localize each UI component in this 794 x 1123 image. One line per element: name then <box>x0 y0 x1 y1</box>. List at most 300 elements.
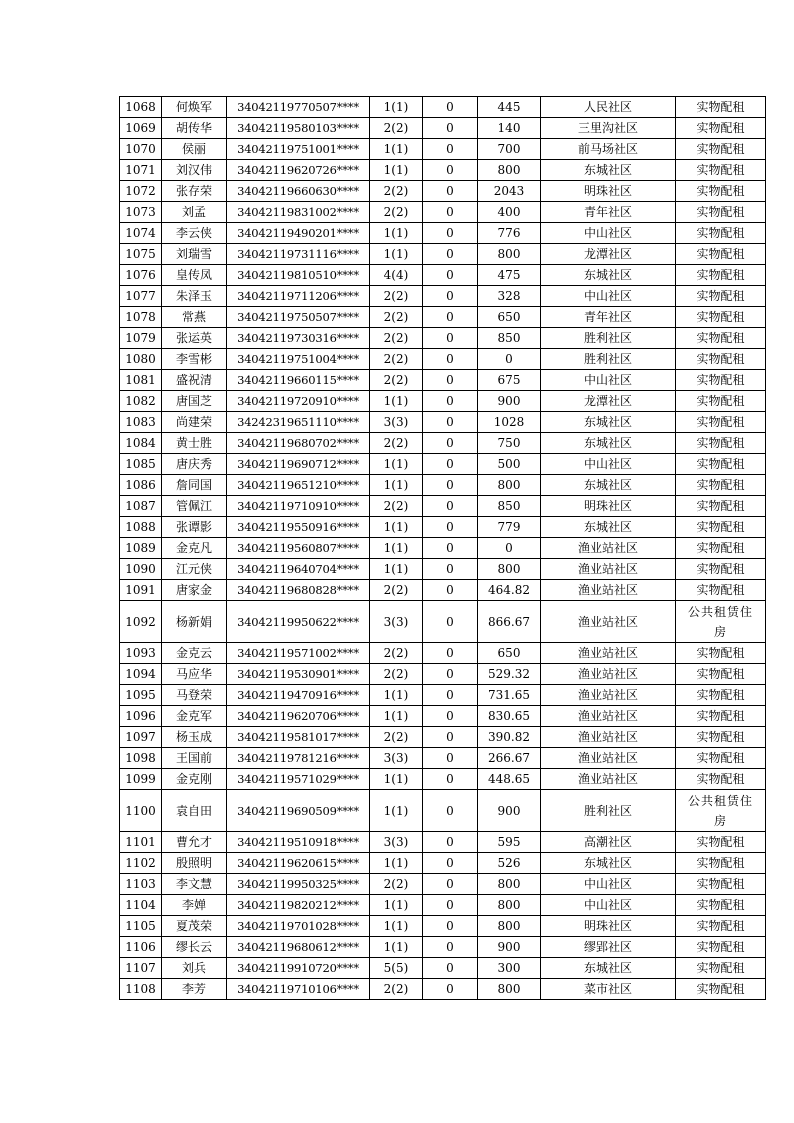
row-number: 1076 <box>120 265 162 286</box>
table-row <box>120 97 766 118</box>
value-cell: 0 <box>423 643 478 664</box>
table-row <box>120 685 766 706</box>
id-number: 34042119470916**** <box>227 685 370 706</box>
household-members: 2(2) <box>370 433 423 454</box>
id-number: 34042119581017**** <box>227 727 370 748</box>
community-name: 明珠社区 <box>541 496 676 517</box>
table-row <box>120 412 766 433</box>
table-row <box>120 538 766 559</box>
id-number: 34042119620615**** <box>227 853 370 874</box>
amount-cell: 328 <box>478 286 541 307</box>
allocation-type: 实物配租 <box>676 454 766 475</box>
id-number: 34042119710910**** <box>227 496 370 517</box>
amount-cell: 800 <box>478 244 541 265</box>
id-number: 34042119571002**** <box>227 643 370 664</box>
community-name: 中山社区 <box>541 286 676 307</box>
id-number: 34042119580103**** <box>227 118 370 139</box>
table-row <box>120 202 766 223</box>
table-row <box>120 832 766 853</box>
row-number: 1090 <box>120 559 162 580</box>
amount-cell: 526 <box>478 853 541 874</box>
amount-cell: 776 <box>478 223 541 244</box>
community-name: 渔业站社区 <box>541 748 676 769</box>
table-row <box>120 601 766 643</box>
id-number: 34042119680612**** <box>227 937 370 958</box>
table-row <box>120 349 766 370</box>
housing-allocation-table <box>119 96 766 1000</box>
table-row <box>120 874 766 895</box>
amount-cell: 900 <box>478 391 541 412</box>
household-members: 1(1) <box>370 475 423 496</box>
id-number: 34042119751001**** <box>227 139 370 160</box>
allocation-type: 实物配租 <box>676 181 766 202</box>
table-row <box>120 433 766 454</box>
allocation-type: 实物配租 <box>676 349 766 370</box>
row-number: 1078 <box>120 307 162 328</box>
id-number: 34042119810510**** <box>227 265 370 286</box>
amount-cell: 390.82 <box>478 727 541 748</box>
table-row <box>120 454 766 475</box>
applicant-name: 李云侠 <box>162 223 227 244</box>
value-cell: 0 <box>423 328 478 349</box>
community-name: 青年社区 <box>541 202 676 223</box>
applicant-name: 江元侠 <box>162 559 227 580</box>
community-name: 龙潭社区 <box>541 391 676 412</box>
allocation-type: 实物配租 <box>676 160 766 181</box>
value-cell: 0 <box>423 916 478 937</box>
row-number: 1091 <box>120 580 162 601</box>
value-cell: 0 <box>423 727 478 748</box>
row-number: 1073 <box>120 202 162 223</box>
allocation-type: 实物配租 <box>676 265 766 286</box>
value-cell: 0 <box>423 790 478 832</box>
amount-cell: 800 <box>478 895 541 916</box>
table-row <box>120 517 766 538</box>
amount-cell: 475 <box>478 265 541 286</box>
allocation-type: 实物配租 <box>676 832 766 853</box>
amount-cell: 731.65 <box>478 685 541 706</box>
allocation-type: 实物配租 <box>676 874 766 895</box>
household-members: 5(5) <box>370 958 423 979</box>
value-cell: 0 <box>423 559 478 580</box>
household-members: 1(1) <box>370 916 423 937</box>
allocation-type: 实物配租 <box>676 580 766 601</box>
row-number: 1075 <box>120 244 162 265</box>
id-number: 34042119781216**** <box>227 748 370 769</box>
row-number: 1108 <box>120 979 162 1000</box>
value-cell: 0 <box>423 874 478 895</box>
applicant-name: 马登荣 <box>162 685 227 706</box>
applicant-name: 杨新娟 <box>162 601 227 643</box>
allocation-type: 实物配租 <box>676 748 766 769</box>
value-cell: 0 <box>423 391 478 412</box>
table-row <box>120 853 766 874</box>
id-number: 34042119701028**** <box>227 916 370 937</box>
table-row <box>120 160 766 181</box>
community-name: 中山社区 <box>541 370 676 391</box>
id-number: 34242319651110**** <box>227 412 370 433</box>
amount-cell: 830.65 <box>478 706 541 727</box>
household-members: 2(2) <box>370 664 423 685</box>
applicant-name: 曹允才 <box>162 832 227 853</box>
allocation-type: 实物配租 <box>676 118 766 139</box>
allocation-type: 实物配租 <box>676 244 766 265</box>
community-name: 明珠社区 <box>541 181 676 202</box>
value-cell: 0 <box>423 244 478 265</box>
allocation-type: 实物配租 <box>676 895 766 916</box>
applicant-name: 李婵 <box>162 895 227 916</box>
household-members: 2(2) <box>370 202 423 223</box>
allocation-type: 公共租赁住房 <box>676 601 766 643</box>
row-number: 1105 <box>120 916 162 937</box>
row-number: 1086 <box>120 475 162 496</box>
row-number: 1072 <box>120 181 162 202</box>
row-number: 1069 <box>120 118 162 139</box>
value-cell: 0 <box>423 853 478 874</box>
applicant-name: 皇传凤 <box>162 265 227 286</box>
table-row <box>120 328 766 349</box>
value-cell: 0 <box>423 748 478 769</box>
community-name: 东城社区 <box>541 412 676 433</box>
value-cell: 0 <box>423 286 478 307</box>
value-cell: 0 <box>423 769 478 790</box>
id-number: 34042119730316**** <box>227 328 370 349</box>
applicant-name: 金克刚 <box>162 769 227 790</box>
amount-cell: 2043 <box>478 181 541 202</box>
table-row <box>120 790 766 832</box>
applicant-name: 尚建荣 <box>162 412 227 433</box>
value-cell: 0 <box>423 433 478 454</box>
community-name: 东城社区 <box>541 958 676 979</box>
row-number: 1093 <box>120 643 162 664</box>
id-number: 34042119680828**** <box>227 580 370 601</box>
table-row <box>120 580 766 601</box>
household-members: 1(1) <box>370 559 423 580</box>
table-row <box>120 769 766 790</box>
applicant-name: 缪长云 <box>162 937 227 958</box>
applicant-name: 管佩江 <box>162 496 227 517</box>
id-number: 34042119770507**** <box>227 97 370 118</box>
amount-cell: 266.67 <box>478 748 541 769</box>
household-members: 2(2) <box>370 370 423 391</box>
community-name: 东城社区 <box>541 160 676 181</box>
allocation-type: 实物配租 <box>676 307 766 328</box>
community-name: 高潮社区 <box>541 832 676 853</box>
applicant-name: 刘汉伟 <box>162 160 227 181</box>
value-cell: 0 <box>423 97 478 118</box>
row-number: 1094 <box>120 664 162 685</box>
amount-cell: 900 <box>478 790 541 832</box>
row-number: 1088 <box>120 517 162 538</box>
allocation-type: 实物配租 <box>676 727 766 748</box>
community-name: 人民社区 <box>541 97 676 118</box>
amount-cell: 448.65 <box>478 769 541 790</box>
value-cell: 0 <box>423 181 478 202</box>
amount-cell: 650 <box>478 643 541 664</box>
allocation-type: 实物配租 <box>676 223 766 244</box>
row-number: 1104 <box>120 895 162 916</box>
community-name: 中山社区 <box>541 454 676 475</box>
id-number: 34042119690712**** <box>227 454 370 475</box>
id-number: 34042119571029**** <box>227 769 370 790</box>
row-number: 1100 <box>120 790 162 832</box>
table-row <box>120 496 766 517</box>
id-number: 34042119620726**** <box>227 160 370 181</box>
id-number: 34042119490201**** <box>227 223 370 244</box>
value-cell: 0 <box>423 937 478 958</box>
community-name: 东城社区 <box>541 853 676 874</box>
allocation-type: 实物配租 <box>676 706 766 727</box>
allocation-type: 实物配租 <box>676 202 766 223</box>
allocation-type: 实物配租 <box>676 853 766 874</box>
applicant-name: 黄士胜 <box>162 433 227 454</box>
household-members: 2(2) <box>370 874 423 895</box>
community-name: 渔业站社区 <box>541 601 676 643</box>
row-number: 1082 <box>120 391 162 412</box>
allocation-type: 实物配租 <box>676 538 766 559</box>
table-row <box>120 244 766 265</box>
allocation-type: 实物配租 <box>676 433 766 454</box>
table-row <box>120 937 766 958</box>
table-row <box>120 748 766 769</box>
amount-cell: 0 <box>478 349 541 370</box>
household-members: 2(2) <box>370 181 423 202</box>
amount-cell: 675 <box>478 370 541 391</box>
community-name: 渔业站社区 <box>541 643 676 664</box>
row-number: 1080 <box>120 349 162 370</box>
community-name: 渔业站社区 <box>541 538 676 559</box>
community-name: 渔业站社区 <box>541 769 676 790</box>
household-members: 2(2) <box>370 979 423 1000</box>
community-name: 胜利社区 <box>541 790 676 832</box>
allocation-type: 实物配租 <box>676 559 766 580</box>
household-members: 1(1) <box>370 97 423 118</box>
amount-cell: 800 <box>478 916 541 937</box>
applicant-name: 常燕 <box>162 307 227 328</box>
allocation-type: 公共租赁住房 <box>676 790 766 832</box>
applicant-name: 刘孟 <box>162 202 227 223</box>
amount-cell: 650 <box>478 307 541 328</box>
applicant-name: 何焕军 <box>162 97 227 118</box>
community-name: 渔业站社区 <box>541 706 676 727</box>
amount-cell: 464.82 <box>478 580 541 601</box>
community-name: 胜利社区 <box>541 328 676 349</box>
allocation-type: 实物配租 <box>676 643 766 664</box>
amount-cell: 800 <box>478 559 541 580</box>
amount-cell: 850 <box>478 496 541 517</box>
household-members: 3(3) <box>370 412 423 433</box>
applicant-name: 金克军 <box>162 706 227 727</box>
household-members: 1(1) <box>370 223 423 244</box>
amount-cell: 800 <box>478 874 541 895</box>
household-members: 2(2) <box>370 496 423 517</box>
id-number: 34042119750507**** <box>227 307 370 328</box>
applicant-name: 刘兵 <box>162 958 227 979</box>
applicant-name: 李雪彬 <box>162 349 227 370</box>
household-members: 3(3) <box>370 832 423 853</box>
applicant-name: 詹同国 <box>162 475 227 496</box>
table-row <box>120 307 766 328</box>
allocation-type: 实物配租 <box>676 664 766 685</box>
applicant-name: 殷照明 <box>162 853 227 874</box>
amount-cell: 850 <box>478 328 541 349</box>
household-members: 1(1) <box>370 517 423 538</box>
applicant-name: 唐家金 <box>162 580 227 601</box>
allocation-type: 实物配租 <box>676 475 766 496</box>
household-members: 2(2) <box>370 307 423 328</box>
id-number: 34042119510918**** <box>227 832 370 853</box>
household-members: 1(1) <box>370 538 423 559</box>
value-cell: 0 <box>423 139 478 160</box>
household-members: 1(1) <box>370 391 423 412</box>
applicant-name: 李文慧 <box>162 874 227 895</box>
table-row <box>120 223 766 244</box>
community-name: 渔业站社区 <box>541 685 676 706</box>
row-number: 1071 <box>120 160 162 181</box>
applicant-name: 杨玉成 <box>162 727 227 748</box>
table-row <box>120 916 766 937</box>
amount-cell: 500 <box>478 454 541 475</box>
community-name: 东城社区 <box>541 475 676 496</box>
table-row <box>120 706 766 727</box>
id-number: 34042119651210**** <box>227 475 370 496</box>
community-name: 明珠社区 <box>541 916 676 937</box>
community-name: 三里沟社区 <box>541 118 676 139</box>
applicant-name: 刘瑞雪 <box>162 244 227 265</box>
id-number: 34042119620706**** <box>227 706 370 727</box>
applicant-name: 金克云 <box>162 643 227 664</box>
amount-cell: 595 <box>478 832 541 853</box>
table-row <box>120 181 766 202</box>
household-members: 1(1) <box>370 895 423 916</box>
amount-cell: 300 <box>478 958 541 979</box>
value-cell: 0 <box>423 223 478 244</box>
row-number: 1092 <box>120 601 162 643</box>
id-number: 34042119530901**** <box>227 664 370 685</box>
row-number: 1095 <box>120 685 162 706</box>
row-number: 1074 <box>120 223 162 244</box>
allocation-type: 实物配租 <box>676 979 766 1000</box>
id-number: 34042119820212**** <box>227 895 370 916</box>
community-name: 渔业站社区 <box>541 727 676 748</box>
id-number: 34042119950622**** <box>227 601 370 643</box>
value-cell: 0 <box>423 265 478 286</box>
table-row <box>120 895 766 916</box>
row-number: 1085 <box>120 454 162 475</box>
household-members: 3(3) <box>370 601 423 643</box>
household-members: 1(1) <box>370 244 423 265</box>
community-name: 胜利社区 <box>541 349 676 370</box>
applicant-name: 金克凡 <box>162 538 227 559</box>
community-name: 龙潭社区 <box>541 244 676 265</box>
applicant-name: 唐国芝 <box>162 391 227 412</box>
amount-cell: 750 <box>478 433 541 454</box>
amount-cell: 700 <box>478 139 541 160</box>
community-name: 东城社区 <box>541 517 676 538</box>
household-members: 2(2) <box>370 643 423 664</box>
value-cell: 0 <box>423 160 478 181</box>
table-row <box>120 286 766 307</box>
household-members: 2(2) <box>370 727 423 748</box>
community-name: 菜市社区 <box>541 979 676 1000</box>
row-number: 1077 <box>120 286 162 307</box>
household-members: 2(2) <box>370 328 423 349</box>
table-row <box>120 643 766 664</box>
applicant-name: 夏茂荣 <box>162 916 227 937</box>
applicant-name: 唐庆秀 <box>162 454 227 475</box>
id-number: 34042119640704**** <box>227 559 370 580</box>
applicant-name: 胡传华 <box>162 118 227 139</box>
value-cell: 0 <box>423 349 478 370</box>
allocation-type: 实物配租 <box>676 496 766 517</box>
household-members: 2(2) <box>370 580 423 601</box>
id-number: 34042119690509**** <box>227 790 370 832</box>
household-members: 1(1) <box>370 937 423 958</box>
household-members: 1(1) <box>370 454 423 475</box>
row-number: 1068 <box>120 97 162 118</box>
table-row <box>120 475 766 496</box>
value-cell: 0 <box>423 895 478 916</box>
id-number: 34042119550916**** <box>227 517 370 538</box>
table-row <box>120 958 766 979</box>
table-row <box>120 559 766 580</box>
allocation-type: 实物配租 <box>676 685 766 706</box>
row-number: 1107 <box>120 958 162 979</box>
applicant-name: 朱泽玉 <box>162 286 227 307</box>
id-number: 34042119950325**** <box>227 874 370 895</box>
amount-cell: 1028 <box>478 412 541 433</box>
allocation-type: 实物配租 <box>676 97 766 118</box>
allocation-type: 实物配租 <box>676 937 766 958</box>
row-number: 1087 <box>120 496 162 517</box>
household-members: 1(1) <box>370 769 423 790</box>
amount-cell: 0 <box>478 538 541 559</box>
value-cell: 0 <box>423 118 478 139</box>
community-name: 渔业站社区 <box>541 559 676 580</box>
row-number: 1089 <box>120 538 162 559</box>
allocation-type: 实物配租 <box>676 328 766 349</box>
allocation-type: 实物配租 <box>676 286 766 307</box>
allocation-type: 实物配租 <box>676 412 766 433</box>
amount-cell: 900 <box>478 937 541 958</box>
community-name: 东城社区 <box>541 433 676 454</box>
row-number: 1081 <box>120 370 162 391</box>
id-number: 34042119831002**** <box>227 202 370 223</box>
value-cell: 0 <box>423 538 478 559</box>
applicant-name: 张谭影 <box>162 517 227 538</box>
community-name: 渔业站社区 <box>541 580 676 601</box>
applicant-name: 袁自田 <box>162 790 227 832</box>
amount-cell: 400 <box>478 202 541 223</box>
value-cell: 0 <box>423 958 478 979</box>
value-cell: 0 <box>423 517 478 538</box>
value-cell: 0 <box>423 454 478 475</box>
applicant-name: 张运英 <box>162 328 227 349</box>
amount-cell: 140 <box>478 118 541 139</box>
table-row <box>120 391 766 412</box>
id-number: 34042119720910**** <box>227 391 370 412</box>
row-number: 1106 <box>120 937 162 958</box>
value-cell: 0 <box>423 412 478 433</box>
id-number: 34042119710106**** <box>227 979 370 1000</box>
household-members: 1(1) <box>370 139 423 160</box>
community-name: 青年社区 <box>541 307 676 328</box>
id-number: 34042119910720**** <box>227 958 370 979</box>
row-number: 1098 <box>120 748 162 769</box>
household-members: 1(1) <box>370 853 423 874</box>
table-row <box>120 265 766 286</box>
allocation-type: 实物配租 <box>676 517 766 538</box>
